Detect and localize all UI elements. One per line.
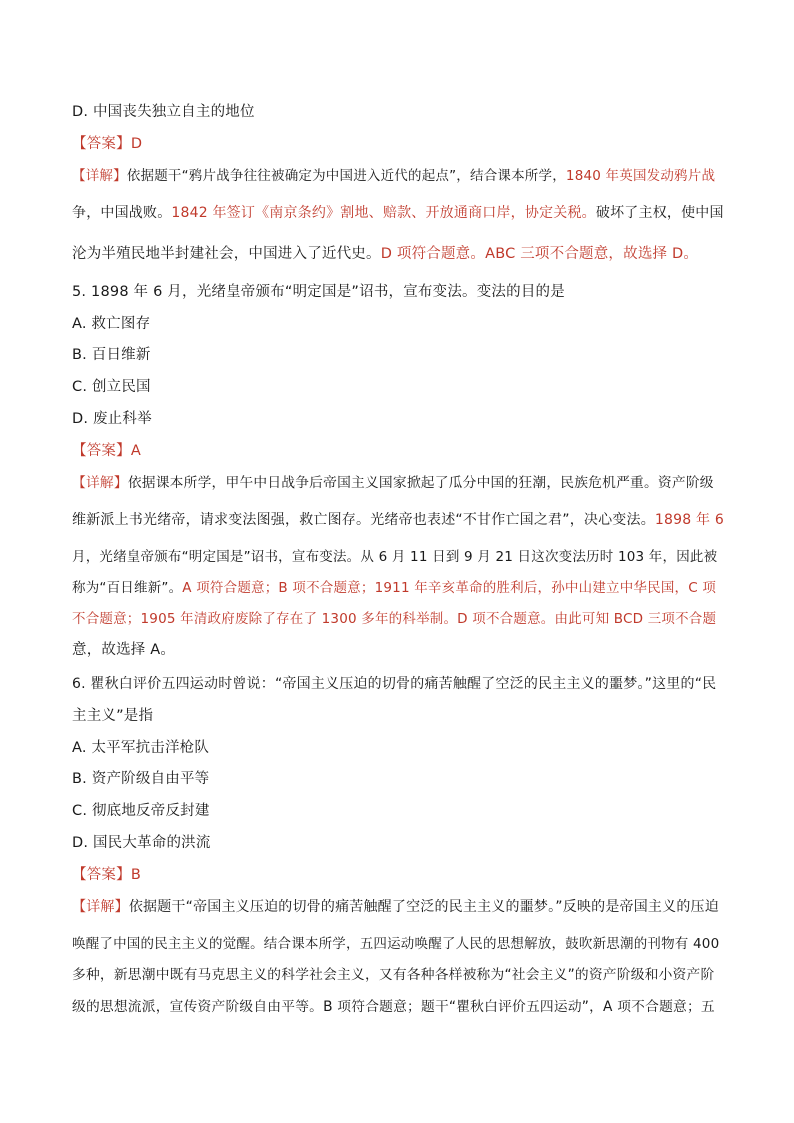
q6-detail-line-3: 多种，新思潮中既有马克思主义的科学社会主义，又有各种各样被称为“社会主义”的资产阶级和小资产阶: [72, 967, 715, 983]
q5-detail-line-1: 【详解】依据课本所学，甲午中日战争后帝国主义国家掀起了瓜分中国的狂潮，民族危机严重。资产阶级: [72, 475, 714, 491]
q5-detail-line-3: 月，光绪皇帝颁布“明定国是”诏书，宣布变法。从 6 月 11 日到 9 月 21 日这次变法历时 103 年，因此被: [72, 549, 718, 565]
q6-detail-line-4: 级的思想流派，宣传资产阶级自由平等。B 项符合题意；题干“瞿秋白评价五四运动”，A 项不合题意；五: [72, 999, 715, 1015]
detail-label: 【详解】: [72, 899, 129, 915]
answer-value: A: [130, 443, 141, 459]
q5-detail-line-6: 意，故选择 A。: [72, 642, 176, 658]
q4-detail-line-2: 争，中国战败。1842 年签订《南京条约》割地、赔款、开放通商口岸，协定关税。破坏了主权，使中国: [72, 205, 724, 221]
q6-option-d: D. 国民大革命的洪流: [72, 835, 211, 851]
q6-stem-line-1: 6. 瞿秋白评价五四运动时曾说：“帝国主义压迫的切骨的痛苦触醒了空泛的民主主义的噩梦。”这里的“民: [72, 676, 717, 692]
q6-option-b: B. 资产阶级自由平等: [72, 771, 210, 787]
q6-detail-line-2: 唤醒了中国的民主主义的觉醒。结合课本所学，五四运动唤醒了人民的思想解放，鼓吹新思潮的刊物有 400: [72, 936, 720, 952]
q6-detail-line-1: 【详解】依据题干“帝国主义压迫的切骨的痛苦触醒了空泛的民主主义的噩梦。”反映的是帝国主义的压迫: [72, 899, 719, 915]
q5-answer: [72, 441, 141, 461]
answer-label: 【答案】: [72, 136, 131, 152]
q5-detail-line-4: 称为“百日维新”。A 项符合题意；B 项不合题意；1911 年辛亥革命的胜利后，孙中山建立中华民国，C 项: [72, 580, 717, 596]
q5-option-a: A. 救亡图存: [72, 316, 151, 332]
q6-option-c: C. 彻底地反帝反封建: [72, 803, 210, 819]
q5-option-c: C. 创立民国: [72, 379, 151, 395]
q5-detail-line-2: 维新派上书光绪帝，请求变法图强，救亡图存。光绪帝也表述“不甘作亡国之君”，决心变法。1898 年 6: [72, 512, 724, 528]
q6-option-a: A. 太平军抗击洋枪队: [72, 740, 210, 756]
q5-detail-line-5: 不合题意；1905 年清政府废除了存在了 1300 多年的科举制。D 项不合题意。由此可知 BCD 三项不合题: [72, 611, 717, 627]
q5-stem: 5. 1898 年 6 月，光绪皇帝颁布“明定国是”诏书，宣布变法。变法的目的是: [72, 284, 565, 300]
answer-label: 【答案】: [72, 443, 131, 459]
q4-answer: [72, 134, 142, 154]
q5-option-d: D. 废止科举: [72, 411, 152, 427]
q5-option-b: B. 百日维新: [72, 347, 151, 363]
q6-answer: [72, 865, 141, 885]
detail-label: 【详解】: [72, 168, 127, 184]
q4-detail-line-1: 【详解】依据题干“鸦片战争往往被确定为中国进入近代的起点”，结合课本所学，1840 年英国发动鸦片战: [72, 168, 716, 184]
q4-option-d: D. 中国丧失独立自主的地位: [72, 104, 255, 120]
answer-value: B: [130, 867, 141, 883]
answer-label: 【答案】: [72, 867, 131, 883]
q6-stem-line-2: 主主义”是指: [72, 708, 154, 724]
q4-detail-line-3: 沦为半殖民地半封建社会，中国进入了近代史。D 项符合题意。ABC 三项不合题意，故选择 D。: [72, 246, 699, 262]
detail-label: 【详解】: [72, 475, 128, 491]
answer-value: D: [130, 136, 143, 152]
